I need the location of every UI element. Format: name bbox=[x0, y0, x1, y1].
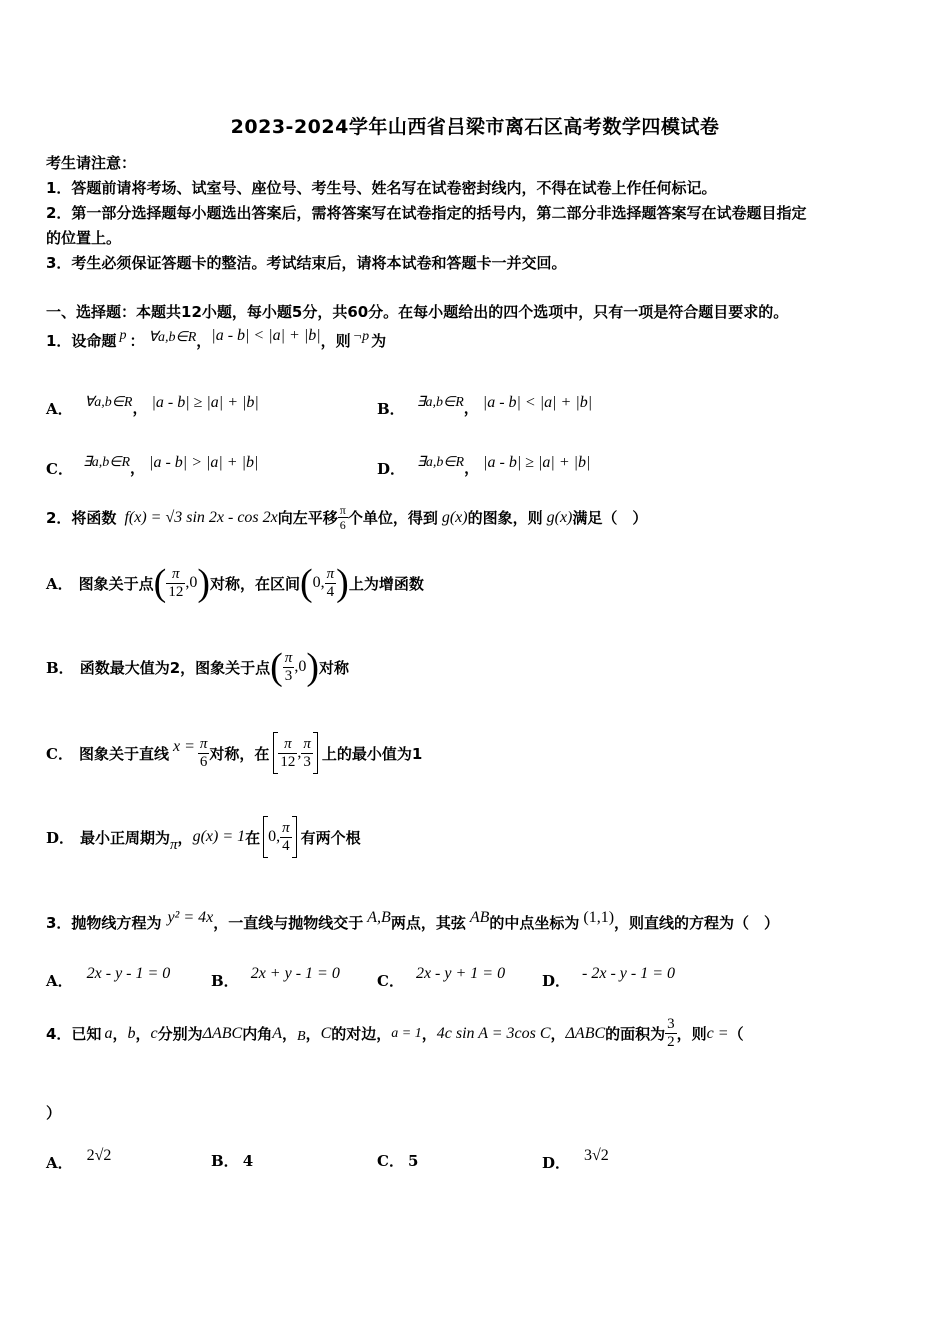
q2-shift-fraction bbox=[338, 503, 348, 532]
q2-option-d-interval-num: π bbox=[282, 819, 290, 836]
q2-option-c-fraction bbox=[198, 736, 210, 771]
q4-paren-close: ） bbox=[46, 1104, 62, 1122]
q2-option-b bbox=[46, 648, 349, 686]
q4-option-c-label: C． bbox=[377, 1152, 404, 1170]
q2-option-a-interval-den: 4 bbox=[326, 583, 335, 600]
q4-angle-b: B bbox=[297, 1028, 306, 1044]
q2-shift-numerator: π bbox=[339, 503, 346, 517]
q2-option-a bbox=[46, 564, 424, 602]
q1-option-c-quantifier: ∃a,b∈R bbox=[82, 455, 131, 470]
q4-b: b bbox=[127, 1024, 136, 1042]
q1-option-a-expr: |a - b| ≥ |a| + |b| bbox=[151, 393, 259, 411]
q4-c-equals: c = bbox=[706, 1024, 729, 1042]
q1-option-d-quantifier: ∃a,b∈R bbox=[417, 455, 465, 470]
q2-option-a-lparen: ( bbox=[153, 562, 167, 604]
q2-option-c-den: 6 bbox=[199, 753, 208, 770]
q2-option-a-num: π bbox=[166, 566, 185, 584]
q2-option-a-interval-fraction bbox=[325, 566, 337, 601]
q3-text-1: ，一直线与抛物线交于 bbox=[213, 914, 364, 932]
q1-expression: |a - b| < |a| + |b| bbox=[211, 326, 321, 344]
q3-equation: y² = 4x bbox=[167, 908, 214, 926]
q2-option-d-comma: ， bbox=[177, 828, 193, 847]
q4-equation: 4c sin A = 3cos C bbox=[436, 1024, 551, 1042]
q3-option-a-label: A． bbox=[46, 972, 73, 990]
q2-text-2: 的图象，则 bbox=[467, 509, 543, 527]
q1-option-d-label: D． bbox=[377, 460, 406, 478]
q3-text-3: 的中点坐标为 bbox=[489, 914, 580, 932]
q2-option-c-x: x = bbox=[172, 738, 195, 755]
q2-option-c-text-3: 上的最小值为1 bbox=[321, 744, 423, 763]
q1-option-b-label: B． bbox=[377, 400, 405, 418]
q2-option-a-label: A． bbox=[46, 574, 73, 593]
q2-option-c-interval-den-2: 3 bbox=[303, 753, 311, 770]
q2-option-a-text-3: 上为增函数 bbox=[348, 574, 424, 593]
q2-option-a-text-2: 对称，在区间 bbox=[209, 574, 300, 593]
section-heading: 一、选择题：本题共12小题，每小题5分，共60分。在每小题给出的四个选项中，只有一项是符合题目要求的。 bbox=[46, 303, 789, 321]
q2-option-d-interval-fraction bbox=[280, 820, 292, 855]
q4-option-a-value: 2√2 bbox=[86, 1146, 112, 1164]
q3-option-a bbox=[46, 956, 170, 991]
q4-number: 4．已知 bbox=[46, 1025, 102, 1043]
q2-option-d-text-1: 最小正周期为 bbox=[80, 828, 171, 847]
q2-option-a-interval-rparen: ) bbox=[336, 562, 349, 604]
q2-option-b-zero: ,0 bbox=[294, 658, 307, 675]
notice-item-2: 2．第一部分选择题每小题选出答案后，需将答案写在试卷指定的括号内，第二部分非选择题答案写在试卷题目指定 bbox=[46, 204, 807, 222]
q4-sep-6: ， bbox=[550, 1025, 566, 1043]
q4-sep-3: ， bbox=[282, 1025, 298, 1043]
q3-option-b bbox=[211, 956, 340, 991]
q2-option-c-rbracket bbox=[313, 732, 318, 774]
q4-sep-4: ， bbox=[305, 1025, 321, 1043]
q2-option-b-fraction bbox=[283, 650, 295, 685]
q4-text-5: ，则 bbox=[676, 1025, 707, 1043]
q2-option-c-interval-num-1: π bbox=[278, 736, 297, 754]
q4-option-c bbox=[377, 1150, 418, 1171]
q4-text-4: 的面积为 bbox=[605, 1025, 666, 1043]
q1-option-d-expr: |a - b| ≥ |a| + |b| bbox=[483, 453, 591, 471]
q1-option-a-comma: ， bbox=[132, 399, 148, 417]
q4-paren-open: （ bbox=[728, 1025, 744, 1043]
q2-option-d-text-3: 有两个根 bbox=[300, 828, 361, 847]
q2-option-a-rparen: ) bbox=[197, 562, 210, 604]
q2-gx: g(x) bbox=[441, 508, 468, 526]
q2-option-b-label: B． bbox=[46, 658, 74, 677]
question-2 bbox=[46, 503, 647, 532]
notice-item-2-cont: 的位置上。 bbox=[46, 229, 122, 247]
q1-p: p bbox=[119, 327, 127, 343]
q2-text-3: 满足（ ） bbox=[572, 509, 648, 527]
q2-option-d-interval-start: 0, bbox=[268, 828, 281, 845]
q3-option-d bbox=[542, 956, 675, 991]
q4-option-a-label: A． bbox=[46, 1154, 73, 1172]
q1-option-d-comma: ， bbox=[464, 459, 480, 477]
q1-quantifier: ∀a,b∈R bbox=[148, 330, 197, 345]
q3-number: 3．抛物线方程为 bbox=[46, 914, 162, 932]
q2-option-b-num: π bbox=[284, 649, 293, 666]
q2-option-c bbox=[46, 732, 422, 774]
q4-option-d-label: D． bbox=[542, 1154, 571, 1172]
q2-option-a-text-1: 图象关于点 bbox=[78, 574, 154, 593]
question-3 bbox=[46, 902, 779, 933]
q2-option-c-interval-fraction-2 bbox=[301, 736, 313, 771]
q2-option-c-text-2: 对称，在 bbox=[209, 744, 270, 763]
q2-shift-denominator: 6 bbox=[339, 518, 346, 532]
q4-sep-2: ， bbox=[135, 1025, 151, 1043]
q4-a: a bbox=[104, 1024, 113, 1042]
q1-option-d bbox=[377, 446, 590, 479]
q1-option-a bbox=[46, 386, 259, 419]
q1-option-b-comma: ， bbox=[463, 399, 479, 417]
q2-text-1: 个单位，得到 bbox=[347, 509, 438, 527]
q2-option-c-interval-den-1: 12 bbox=[280, 753, 296, 770]
q3-text-2: 两点，其弦 bbox=[390, 914, 466, 932]
question-1 bbox=[46, 326, 387, 351]
q4-sep-1: ， bbox=[112, 1025, 128, 1043]
q2-option-a-interval-start: 0, bbox=[312, 574, 325, 591]
q2-option-d bbox=[46, 816, 361, 858]
q3-chord: AB bbox=[469, 908, 490, 926]
q1-is: 为 bbox=[371, 332, 387, 350]
q2-function: f(x) = √3 sin 2x - cos 2x bbox=[124, 508, 278, 526]
q2-option-b-text-2: 对称 bbox=[318, 658, 349, 677]
q1-number: 1．设命题 bbox=[46, 332, 117, 350]
q4-triangle: ΔABC bbox=[202, 1024, 243, 1042]
q1-option-c-label: C． bbox=[46, 460, 73, 478]
question-4 bbox=[46, 1016, 744, 1051]
q1-notp: ¬p bbox=[352, 328, 370, 344]
q2-shift-text: 向左平移 bbox=[277, 509, 338, 527]
notice-item-1: 1．答题前请将考场、试室号、座位号、考生号、姓名写在试卷密封线内，不得在试卷上作任何标记。 bbox=[46, 179, 717, 197]
q1-option-a-label: A． bbox=[46, 400, 73, 418]
q2-option-a-fraction bbox=[166, 566, 185, 601]
q4-option-b bbox=[211, 1150, 253, 1171]
q3-option-a-value: 2x - y - 1 = 0 bbox=[86, 964, 171, 982]
q2-option-c-interval-fraction-1 bbox=[278, 736, 297, 771]
q1-option-c-comma: ， bbox=[130, 459, 146, 477]
q2-option-d-text-2: 在 bbox=[245, 828, 261, 847]
q3-option-c-value: 2x - y + 1 = 0 bbox=[415, 964, 506, 982]
q4-c: c bbox=[150, 1024, 158, 1042]
q2-option-b-rparen: ) bbox=[306, 646, 319, 688]
q2-option-b-den: 3 bbox=[284, 667, 293, 684]
q2-option-c-text-1: 图象关于直线 bbox=[78, 744, 169, 763]
q4-triangle-2: ΔABC bbox=[565, 1024, 606, 1042]
q2-option-d-rbracket bbox=[292, 816, 297, 858]
q3-text-4: ，则直线的方程为（ ） bbox=[614, 914, 780, 932]
q2-option-b-text-1: 函数最大值为2，图象关于点 bbox=[79, 658, 271, 677]
q2-option-a-den: 12 bbox=[168, 583, 184, 600]
q4-option-a bbox=[46, 1138, 111, 1173]
q4-option-b-value: 4 bbox=[242, 1151, 254, 1170]
q1-option-c-expr: |a - b| > |a| + |b| bbox=[149, 453, 259, 471]
q2-gx-2: g(x) bbox=[546, 508, 573, 526]
q3-option-b-value: 2x + y - 1 = 0 bbox=[250, 964, 340, 982]
q4-option-b-label: B． bbox=[211, 1152, 239, 1170]
q3-option-b-label: B． bbox=[211, 972, 239, 990]
q3-option-d-value: - 2x - y - 1 = 0 bbox=[582, 964, 675, 982]
q4-option-d bbox=[542, 1138, 609, 1173]
q4-area-den: 2 bbox=[667, 1034, 675, 1050]
q4-option-c-value: 5 bbox=[407, 1151, 419, 1170]
q3-midpoint: (1,1) bbox=[583, 908, 615, 926]
q1-colon: ： bbox=[129, 332, 145, 350]
q4-angle-c: C bbox=[320, 1024, 332, 1042]
q1-option-b bbox=[377, 386, 592, 419]
q3-option-d-label: D． bbox=[542, 972, 571, 990]
q2-option-c-label: C． bbox=[46, 744, 73, 763]
q4-option-d-value: 3√2 bbox=[584, 1146, 609, 1164]
q2-option-a-interval-lparen: ( bbox=[299, 562, 313, 604]
q1-option-c bbox=[46, 446, 258, 479]
q1-comma: ， bbox=[196, 332, 212, 350]
q2-number: 2．将函数 bbox=[46, 509, 117, 527]
q4-text-1: 分别为 bbox=[157, 1025, 203, 1043]
q3-points: A,B bbox=[367, 908, 391, 926]
q2-option-c-num: π bbox=[199, 735, 208, 752]
q4-sep-5: ， bbox=[421, 1025, 437, 1043]
q2-option-a-interval-num: π bbox=[326, 565, 335, 582]
q1-option-b-quantifier: ∃a,b∈R bbox=[416, 395, 464, 410]
q2-option-a-zero: ,0 bbox=[185, 574, 198, 591]
q4-a-equals: a = 1 bbox=[391, 1025, 422, 1041]
q3-option-c-label: C． bbox=[377, 972, 404, 990]
q4-angle-a: A bbox=[272, 1024, 282, 1042]
q2-option-d-label: D． bbox=[46, 828, 75, 847]
q4-area-num: 3 bbox=[667, 1016, 675, 1032]
q2-option-d-interval-den: 4 bbox=[282, 837, 290, 854]
notice-heading: 考生请注意： bbox=[46, 154, 137, 172]
q2-option-d-g: g(x) = 1 bbox=[192, 828, 246, 845]
q2-option-c-interval-num-2: π bbox=[303, 735, 311, 752]
q3-option-c bbox=[377, 956, 505, 991]
q1-option-a-quantifier: ∀a,b∈R bbox=[84, 395, 133, 410]
q1-option-b-expr: |a - b| < |a| + |b| bbox=[482, 393, 593, 411]
page-title: 2023-2024学年山西省吕梁市离石区高考数学四模试卷 bbox=[230, 116, 720, 138]
q2-option-c-interval-comma: , bbox=[297, 744, 302, 761]
q4-area-fraction bbox=[665, 1016, 677, 1051]
q2-option-b-lparen: ( bbox=[270, 646, 283, 688]
q4-text-3: 的对边， bbox=[331, 1025, 392, 1043]
notice-item-3: 3．考生必须保证答题卡的整洁。考试结束后，请将本试卷和答题卡一并交回。 bbox=[46, 254, 567, 272]
q1-then: ，则 bbox=[320, 332, 351, 350]
q2-option-d-pi: π bbox=[170, 836, 178, 853]
q4-text-2: 内角 bbox=[242, 1025, 273, 1043]
